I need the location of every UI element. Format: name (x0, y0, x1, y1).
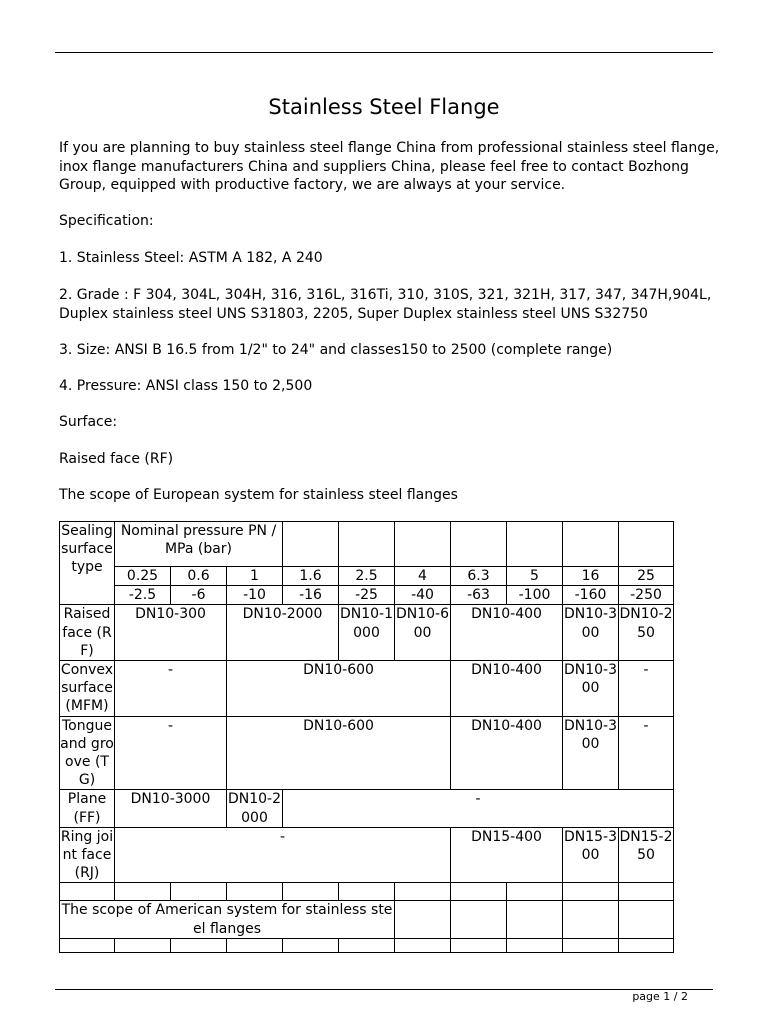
row-label: Raised face (RF) (60, 605, 115, 661)
table-cell: DN10-400 (451, 716, 563, 790)
bar-value: -250 (619, 586, 674, 605)
pn-value: 6.3 (451, 567, 507, 586)
table-row (60, 883, 674, 901)
table-cell (507, 901, 563, 938)
table-cell (563, 522, 619, 567)
pn-value: 2.5 (339, 567, 395, 586)
bar-value: -100 (507, 586, 563, 605)
table-cell (395, 883, 451, 901)
bar-value: -16 (283, 586, 339, 605)
table-cell: DN10-250 (619, 605, 674, 661)
table-cell (563, 883, 619, 901)
table-cell (451, 901, 507, 938)
table-cell: - (283, 790, 674, 827)
spec-item-size: 3. Size: ANSI B 16.5 from 1/2" to 24" and classes150 to 2500 (complete range) (59, 342, 613, 358)
bar-value: -2.5 (115, 586, 171, 605)
table-cell (507, 938, 563, 952)
table-cell (227, 883, 283, 901)
page-number: page 1 / 2 (632, 990, 688, 1003)
table-cell: - (619, 661, 674, 717)
pn-value: 1 (227, 567, 283, 586)
table-cell (339, 883, 395, 901)
table-cell: DN10-300 (563, 716, 619, 790)
pn-value: 1.6 (283, 567, 339, 586)
table-cell: - (619, 716, 674, 790)
table-cell (563, 938, 619, 952)
table-cell: DN15-400 (451, 827, 563, 883)
text-line: If you are planning to buy stainless steel flange China from professional stainless steel flange, (59, 140, 720, 156)
table-cell: DN10-2000 (227, 791, 282, 826)
table-cell: - (115, 661, 227, 717)
bar-value: -25 (339, 586, 395, 605)
table-cell (451, 522, 507, 567)
table-cell (283, 522, 339, 567)
table-cell (60, 938, 115, 952)
pn-value: 5 (507, 567, 563, 586)
table-row (60, 790, 674, 827)
table-cell (283, 938, 339, 952)
american-system-caption: The scope of American system for stainless steel flanges (60, 901, 395, 938)
spec-item-material: 1. Stainless Steel: ASTM A 182, A 240 (59, 250, 323, 266)
table-cell: DN10-600 (227, 716, 451, 790)
pn-value: 0.25 (115, 567, 171, 586)
pn-value: 4 (395, 567, 451, 586)
spec-item-pressure: 4. Pressure: ANSI class 150 to 2,500 (59, 378, 313, 394)
table-row (60, 661, 674, 717)
table-row (60, 827, 674, 883)
table-cell (619, 938, 674, 952)
bar-value: -63 (451, 586, 507, 605)
table-row (60, 901, 674, 938)
table-cell: DN10-400 (451, 605, 563, 661)
row-label: Ring joint face (RJ) (60, 828, 114, 882)
table-cell (227, 938, 283, 952)
table-cell (283, 883, 339, 901)
table-cell (339, 938, 395, 952)
table-cell: DN10-300 (563, 605, 619, 661)
bar-value: -6 (171, 586, 227, 605)
table-cell (619, 522, 674, 567)
bar-value: -160 (563, 586, 619, 605)
nominal-pressure-header: Nominal pressure PN / MPa (bar) (115, 522, 283, 567)
table-row (60, 716, 674, 790)
text-line: inox flange manufacturers China and suppliers China, please feel free to contact Bozhong (59, 158, 689, 175)
bar-value: -40 (395, 586, 451, 605)
flange-scope-table (59, 521, 674, 953)
table-cell: DN10-2000 (227, 605, 339, 661)
table-cell: - (115, 827, 451, 883)
table-row (60, 605, 674, 661)
table-cell (339, 522, 395, 567)
spec-item-grade (59, 286, 719, 323)
text-line: 2. Grade : F 304, 304L, 304H, 316, 316L, 316Ti, 310, 310S, 321, 321H, 317, 347, 347H,904L, (59, 287, 712, 303)
surface-heading: Surface: (59, 414, 118, 430)
table-cell: DN10-300 (563, 661, 619, 717)
table-cell (619, 901, 674, 938)
table-cell (395, 522, 451, 567)
bar-value: -10 (227, 586, 283, 605)
table-cell (507, 522, 563, 567)
table-cell: - (115, 716, 227, 790)
table-cell: DN15-250 (619, 827, 674, 883)
surface-value: Raised face (RF) (59, 451, 174, 467)
specification-heading: Specification: (59, 213, 154, 229)
row-label: Convex surface (MFM) (60, 662, 114, 715)
row-label: Tongue and groove (TG) (60, 717, 114, 789)
table-cell (115, 938, 171, 952)
table-cell: DN10-400 (451, 661, 563, 717)
table-cell (451, 938, 507, 952)
pn-value: 16 (563, 567, 619, 586)
table-cell: DN10-3000 (115, 790, 227, 827)
table-cell (507, 883, 563, 901)
header-rule (55, 52, 713, 53)
table-cell (395, 901, 451, 938)
table-cell (60, 883, 115, 901)
table-cell: DN15-300 (563, 827, 619, 883)
table-cell (619, 883, 674, 901)
table-cell (171, 883, 227, 901)
text-line: Duplex stainless steel UNS S31803, 2205, Super Duplex stainless steel UNS S32750 (59, 305, 648, 322)
table-caption: The scope of European system for stainless steel flanges (59, 487, 458, 503)
table-row (60, 938, 674, 952)
pn-value: 0.6 (171, 567, 227, 586)
intro-paragraph (59, 139, 719, 195)
table-cell (563, 901, 619, 938)
pn-value: 25 (619, 567, 674, 586)
table-cell (171, 938, 227, 952)
table-cell: DN10-1000 (339, 605, 395, 661)
table-cell: DN10-300 (115, 605, 227, 661)
text-line: Group, equipped with productive factory, we are always at your service. (59, 177, 566, 193)
row-label: Plane (FF) (60, 790, 115, 827)
page-title: Stainless Steel Flange (268, 95, 500, 119)
table-cell (395, 938, 451, 952)
table-cell (451, 883, 507, 901)
table-cell: DN10-600 (395, 605, 451, 661)
table-cell (115, 883, 171, 901)
footer-rule (55, 989, 713, 990)
table-cell: DN10-600 (227, 661, 451, 717)
sealing-type-header: Sealing surface type (60, 522, 115, 605)
